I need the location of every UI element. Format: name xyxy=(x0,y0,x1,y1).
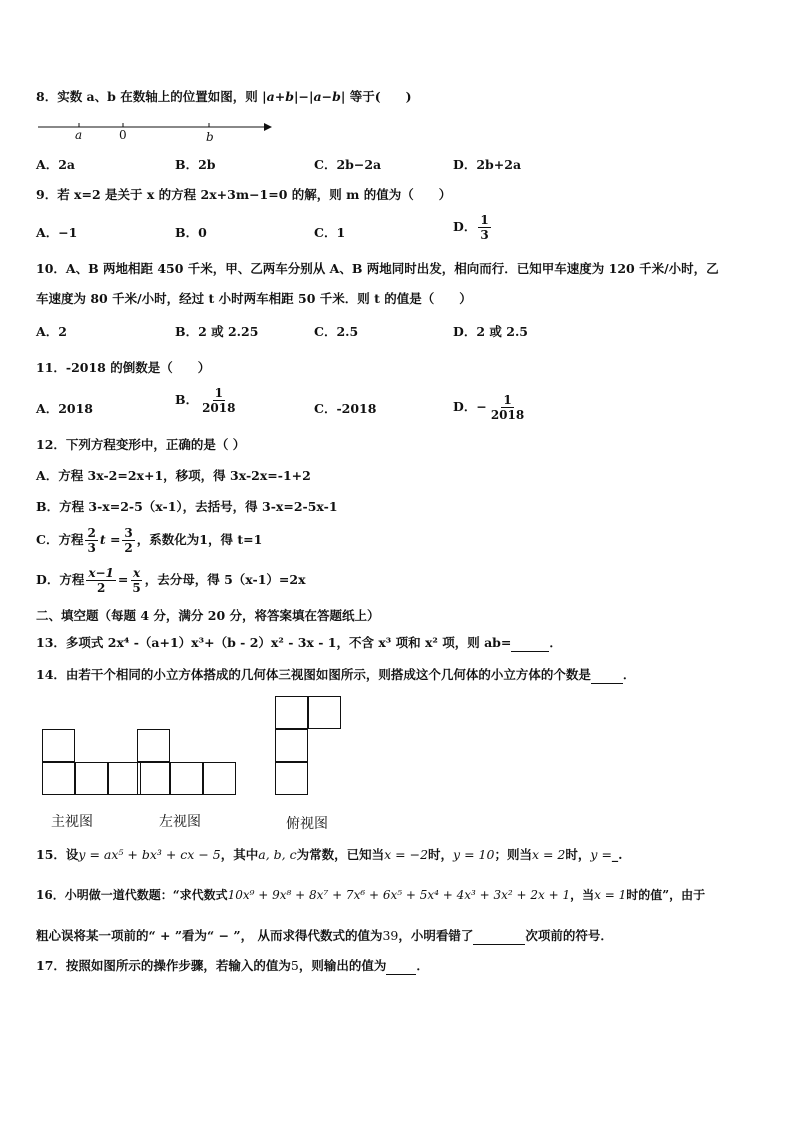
q17-answer-blank[interactable] xyxy=(386,974,416,975)
q8-option-b: B．2b xyxy=(175,157,216,172)
q14-text: 14．由若干个相同的小立方体搭成的几何体三视图如图所示，则搭成这个几何体的小立方体的个数是 ． xyxy=(36,667,636,682)
q10-option-d: D．2 或 2.5 xyxy=(453,324,528,339)
q12-option-a: A．方程 3x-2=2x+1，移项，得 3x-2x=-1+2 xyxy=(36,468,311,483)
q8-expression: |a+b|−|a−b| xyxy=(262,89,346,104)
fraction-d2: $\frac{x}{5}$ xyxy=(132,566,141,595)
q16-line2: 粗心误将某一项前的“ + ”看为“ − ”， 从而求得代数式的值为39，小明看错了 次项前的符号． xyxy=(36,928,613,943)
q11-option-c: C．-2018 xyxy=(314,401,377,416)
axis-label-b: b xyxy=(206,130,214,144)
number-line-figure xyxy=(36,116,276,146)
q12-option-b: B．方程 3-x=2-5（x-1），去括号，得 3-x=2-5x-1 xyxy=(36,499,338,514)
q8-option-d: D．2b+2a xyxy=(453,157,522,172)
q13-answer-blank[interactable] xyxy=(511,651,549,652)
q9-option-b: B．0 xyxy=(175,225,207,240)
section-heading-fill-in: 二、填空题（每题 4 分，满分 20 分，将答案填在答题纸上） xyxy=(36,608,380,623)
top-view-caption: 俯视图 xyxy=(286,816,328,832)
q12-option-d: D．方程 $\frac{x-1}{2}$ = $\frac{x}{5}$ ，去分母，得 5（x-1）=2x xyxy=(36,566,306,595)
fraction-d1: $\frac{x-1}{2}$ xyxy=(88,566,114,595)
q9-stem: 9．若 x=2 是关于 x 的方程 2x+3m−1=0 的解，则 m 的值为（ ） xyxy=(36,187,452,202)
q15-function: y = ax⁵ + bx³ + cx − 5 xyxy=(78,847,221,862)
q11-option-a: A．2018 xyxy=(36,401,93,416)
q15-text: 15．设y = ax⁵ + bx³ + cx − 5，其中a, b, c为常数，已知当x = −2时，y = 10；则当x = 2时，y =_. xyxy=(36,847,623,862)
q11-option-b: B． $\frac{1}{2018}$ xyxy=(175,386,236,415)
q10-option-c: C．2.5 xyxy=(314,324,359,339)
q8-option-c: C．2b−2a xyxy=(314,157,382,172)
q17-text: 17．按照如图所示的操作步骤，若输入的值为5，则输出的值为 ． xyxy=(36,958,429,973)
q12-stem: 12．下列方程变形中，正确的是（ ） xyxy=(36,437,246,452)
fraction-b: $\frac{1}{2018}$ xyxy=(202,386,236,415)
q11-stem: 11．-2018 的倒数是（ ） xyxy=(36,360,211,375)
fraction-d: $\frac{1}{2018}$ xyxy=(490,393,525,422)
q12-option-c: C．方程 $\frac{2}{3}$ t = $\frac{3}{2}$ ，系数化为1，得 t=1 xyxy=(36,526,263,555)
axis-label-0: 0 xyxy=(119,128,127,142)
q9-option-c: C．1 xyxy=(314,225,346,240)
fraction-one-third: $\frac{1}{3}$ xyxy=(480,213,489,242)
front-view-caption: 主视图 xyxy=(51,814,93,830)
q10-option-b: B．2 或 2.25 xyxy=(175,324,259,339)
q11-option-d: D．− $\frac{1}{2018}$ xyxy=(453,393,525,422)
fraction-c2: $\frac{3}{2}$ xyxy=(124,526,133,555)
q15-answer-blank[interactable]: _. xyxy=(611,847,623,862)
q16-polynomial: 10x⁹ + 9x⁸ + 8x⁷ + 7x⁶ + 6x⁵ + 5x⁴ + 4x³ + 3x² + 2x + 1 xyxy=(227,888,571,902)
q13-text: 13．多项式 2x⁴ -（a+1）x³+（b - 2）x² - 3x - 1，不含 x³ 项和 x² 项，则 ab= ． xyxy=(36,635,562,650)
q8-option-a: A．2a xyxy=(36,157,75,172)
fraction-c1: $\frac{2}{3}$ xyxy=(87,526,96,555)
axis-label-a: a xyxy=(75,128,83,142)
q10-line2: 车速度为 80 千米/小时，经过 t 小时两车相距 50 千米．则 t 的值是（ ） xyxy=(36,291,472,306)
q9-option-d: D． $\frac{1}{3}$ xyxy=(453,213,489,242)
q10-line1: 10．A、B 两地相距 450 千米，甲、乙两车分别从 A、B 两地同时出发，相向而行．已知甲车速度为 120 千米/小时，乙 xyxy=(36,261,719,276)
q9-option-a: A．−1 xyxy=(36,225,78,240)
q8-stem: 8．实数 a、b 在数轴上的位置如图，则 |a+b|−|a−b| 等于( ) xyxy=(36,89,412,104)
q10-option-a: A．2 xyxy=(36,324,67,339)
q16-answer-blank[interactable] xyxy=(473,944,525,945)
left-view-caption: 左视图 xyxy=(159,814,201,830)
q14-answer-blank[interactable] xyxy=(591,683,623,684)
q16-line1: 16．小明做一道代数题：“求代数式10x⁹ + 9x⁸ + 8x⁷ + 7x⁶ + 6x⁵ + 5x⁴ + 4x³ + 3x² + 2x + 1，当x = 1时的值”，由于 xyxy=(36,888,706,902)
